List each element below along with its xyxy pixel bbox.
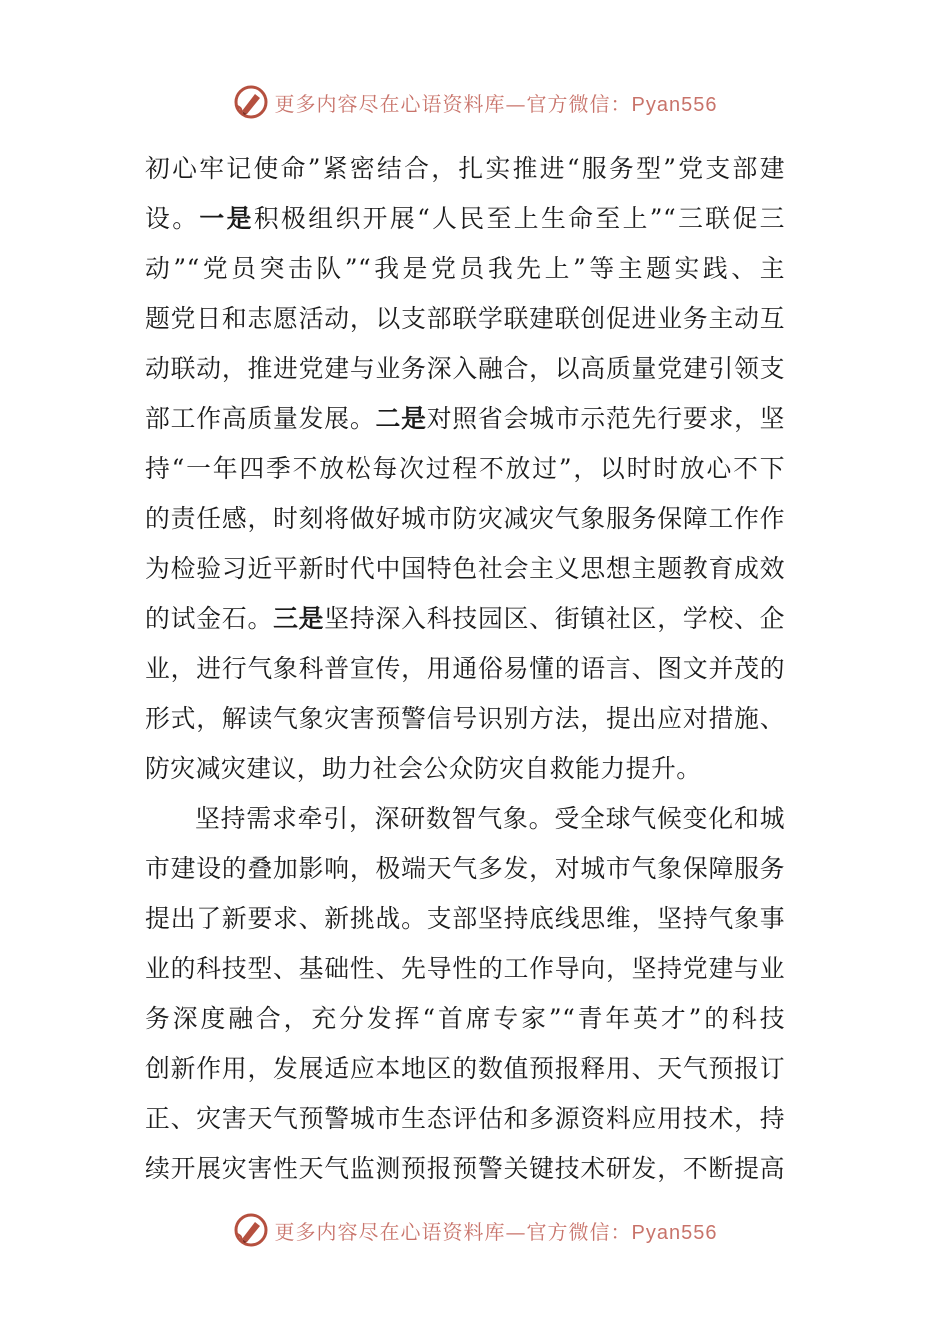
banner-label: 更多内容尽在心语资料库—官方微信： bbox=[274, 91, 632, 116]
header-banner bbox=[0, 82, 950, 122]
pen-logo-icon bbox=[233, 1212, 269, 1248]
bold-marker: 一是 bbox=[199, 204, 254, 233]
text-line: 正、灾害天气预警城市生态评估和多源资料应用技术，持 bbox=[145, 1104, 785, 1133]
text-line: 动联动，推进党建与业务深入融合，以高质量党建引领支 bbox=[145, 354, 785, 383]
text-line: 持“一年四季不放松每次过程不放过”，以时时放心不下 bbox=[145, 454, 785, 483]
bold-marker: 三是 bbox=[273, 604, 325, 633]
text-line: 部工作高质量发展。二是对照省会城市示范先行要求，坚 bbox=[145, 404, 785, 433]
text-line: 为检验习近平新时代中国特色社会主义思想主题教育成效 bbox=[145, 554, 785, 583]
bold-marker: 二是 bbox=[375, 404, 427, 433]
footer-banner bbox=[0, 1210, 950, 1250]
text-line: 的责任感，时刻将做好城市防灾减灾气象服务保障工作作 bbox=[145, 504, 785, 533]
text-line: 市建设的叠加影响，极端天气多发，对城市气象保障服务 bbox=[145, 854, 785, 883]
text-line: 业的科技型、基础性、先导性的工作导向，坚持党建与业 bbox=[145, 954, 785, 983]
banner-label: 更多内容尽在心语资料库—官方微信： bbox=[274, 1219, 632, 1244]
document-body bbox=[145, 144, 785, 1194]
banner-text bbox=[275, 1216, 718, 1245]
text-line: 动”“党员突击队”“我是党员我先上”等主题实践、主 bbox=[145, 254, 785, 283]
wechat-id: Pyan556 bbox=[631, 1221, 718, 1244]
banner-text bbox=[275, 88, 718, 117]
text-line: 提出了新要求、新挑战。支部坚持底线思维，坚持气象事 bbox=[145, 904, 785, 933]
text-line: 题党日和志愿活动，以支部联学联建联创促进业务主动互 bbox=[145, 304, 785, 333]
text-line: 续开展灾害性天气监测预报预警关键技术研发，不断提高 bbox=[145, 1154, 785, 1183]
wechat-id: Pyan556 bbox=[631, 93, 718, 116]
text-line: 务深度融合，充分发挥“首席专家”“青年英才”的科技 bbox=[145, 1004, 785, 1033]
text-line: 创新作用，发展适应本地区的数值预报释用、天气预报订 bbox=[145, 1054, 785, 1083]
text-line: 的试金石。三是坚持深入科技园区、街镇社区，学校、企 bbox=[145, 604, 785, 633]
pen-logo-icon bbox=[233, 84, 269, 120]
text-line: 业，进行气象科普宣传，用通俗易懂的语言、图文并茂的 bbox=[145, 654, 785, 683]
paragraph-end-line: 防灾减灾建议，助力社会公众防灾自救能力提升。 bbox=[145, 754, 702, 783]
text-line: 形式，解读气象灾害预警信号识别方法，提出应对措施、 bbox=[145, 704, 785, 733]
paragraph-start-line: 坚持需求牵引，深研数智气象。受全球气候变化和城 bbox=[195, 804, 785, 833]
text-line: 设。一是积极组织开展“人民至上生命至上”“三联促三 bbox=[145, 204, 785, 233]
text-line: 初心牢记使命”紧密结合，扎实推进“服务型”党支部建 bbox=[145, 154, 785, 183]
